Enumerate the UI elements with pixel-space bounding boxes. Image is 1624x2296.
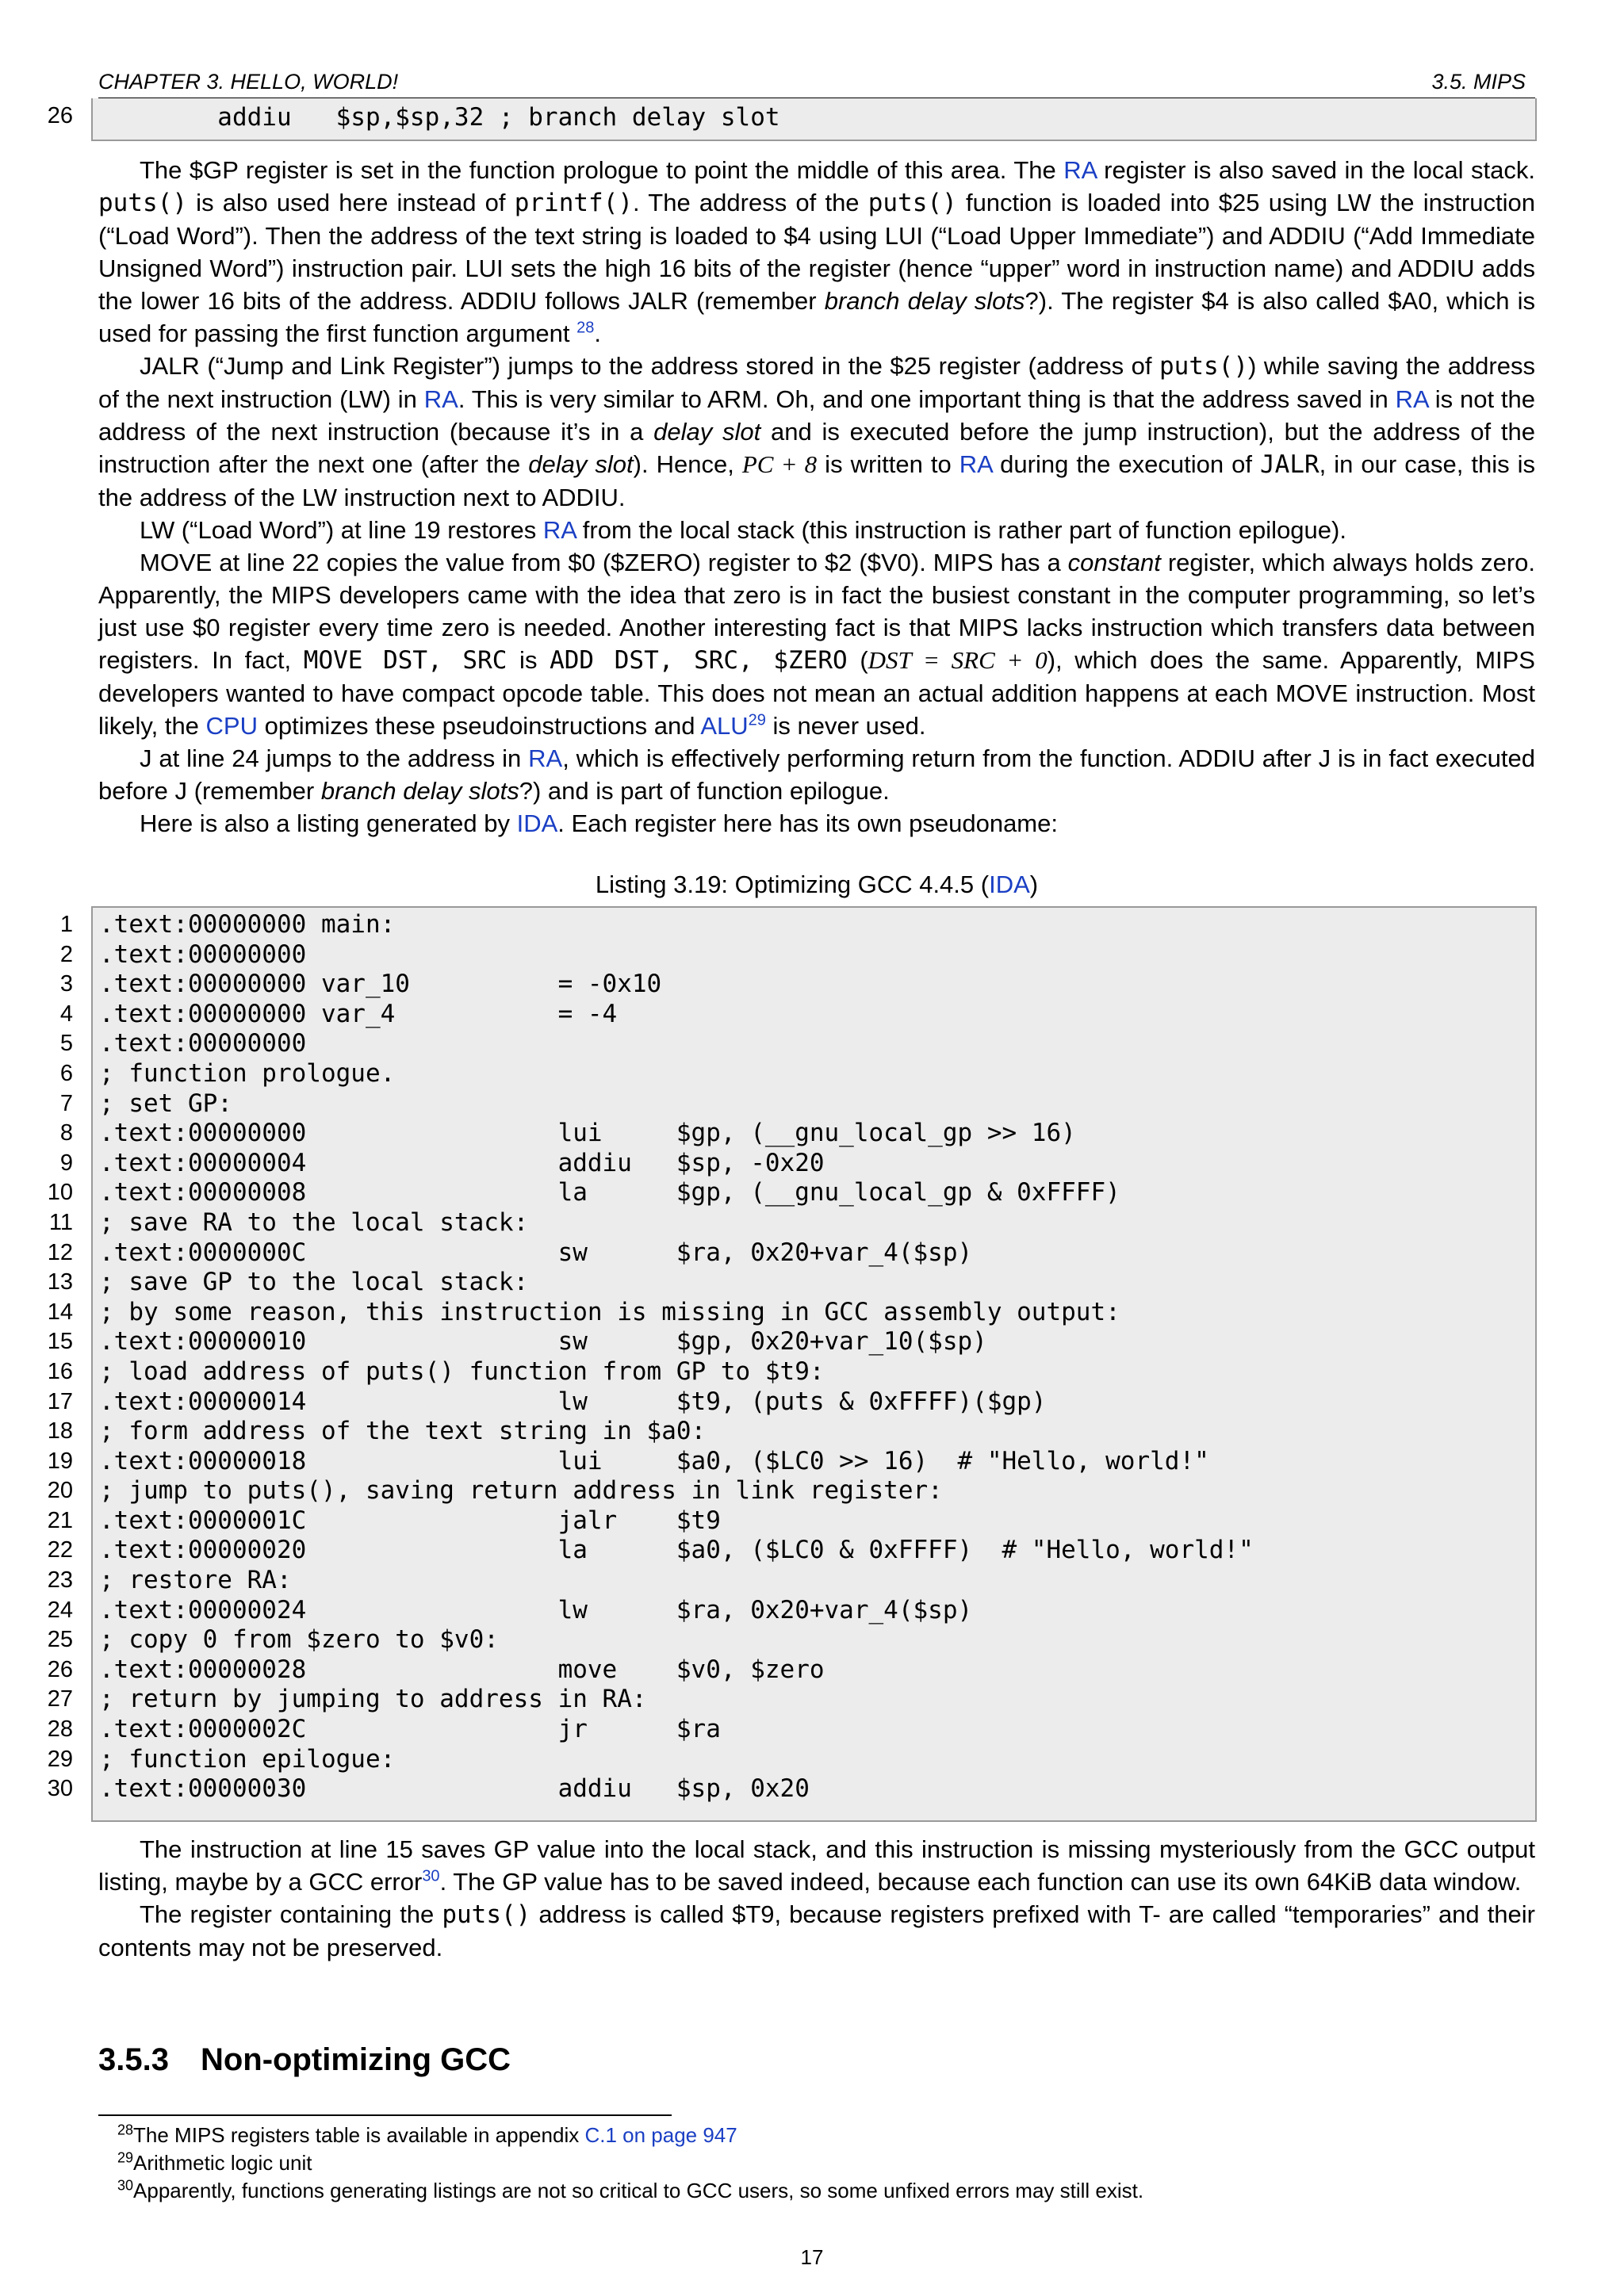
footnote-rule xyxy=(98,2114,672,2116)
link-ida[interactable]: IDA xyxy=(516,809,558,837)
code-line: .text:00000020 la $a0, ($LC0 & 0xFFFF) # "Hello, world!" xyxy=(99,1536,1254,1565)
paragraph: The $GP register is set in the function prologue to point the middle of this area. The RA register is also saved in the local stack. puts() is also used here instead of printf(). The address of the puts() function is loaded into $25 using LW the instruction (“Load Word”). Then the address of the text string is loaded to $4 using LUI (“Load Upper Immediate”) and ADDIU (“Add Immediate Unsigned Word”) instruction pair. LUI sets the high 16 bits of the register (hence “upper” word in instruction name) and ADDIU adds the lower 16 bits of the address. ADDIU follows JALR (remember branch delay slots?). The register $4 is also called $A0, which is used for passing the first function argument $^{28}$. xyxy=(98,156,1535,347)
footnote-number: 29 xyxy=(117,2149,134,2166)
listing-line-number: 9 xyxy=(59,1150,73,1176)
listing-line-number: 16 xyxy=(47,1358,73,1384)
link-ida[interactable]: IDA xyxy=(989,871,1030,898)
paragraph: The register containing the puts() address is called $T9, because registers prefixed with T- are called “temporaries” and their contents may not be preserved. xyxy=(98,1900,1535,1961)
code-line: .text:00000000 main: xyxy=(99,910,396,939)
listing-line-number: 7 xyxy=(59,1090,73,1116)
body-text-lower xyxy=(98,1833,1535,1964)
code-line: ; restore RA: xyxy=(99,1566,292,1595)
code-line: .text:0000001C jalr $t9 xyxy=(99,1506,721,1535)
footnote-ref-30[interactable]: 30 xyxy=(422,1867,440,1885)
section-title: Non-optimizing GCC xyxy=(200,2042,511,2077)
listing-line-number: 13 xyxy=(47,1269,73,1295)
listing-line-number: 17 xyxy=(47,1388,73,1414)
math-dst-equation: DST = SRC + 0 xyxy=(868,646,1048,674)
listing-line-number: 12 xyxy=(47,1239,73,1265)
listing-line-number: 1 xyxy=(59,912,73,937)
listing-line-number: 26 xyxy=(47,1656,73,1682)
link-ra[interactable]: RA xyxy=(1063,156,1097,184)
listing-line-number: 20 xyxy=(47,1478,73,1504)
code-line: .text:0000000C sw $ra, 0x20+var_4($sp) xyxy=(99,1238,973,1267)
listing-line-number: 18 xyxy=(47,1418,73,1445)
paragraph: LW (“Load Word”) at line 19 restores RA from the local stack (this instruction is rather part of function epilogue). xyxy=(140,516,1346,544)
listing-line-number: 6 xyxy=(59,1060,73,1086)
listing-line-number: 19 xyxy=(47,1448,73,1474)
code-line: .text:00000028 move $v0, $zero xyxy=(99,1655,825,1684)
listing-line-number: 28 xyxy=(47,1716,73,1743)
code-line: ; load address of puts() function from GP to $t9: xyxy=(99,1357,825,1386)
code-line: .text:00000004 addiu $sp, -0x20 xyxy=(99,1148,825,1177)
listing-line-number: 3 xyxy=(59,971,73,997)
footnote-link[interactable]: C.1 on page 947 xyxy=(584,2123,737,2147)
running-header-section: 3.5. MIPS xyxy=(1431,70,1526,94)
code-line: addiu $sp,$sp,32 ; branch delay slot xyxy=(99,103,780,132)
code-line: .text:00000000 xyxy=(99,939,307,969)
paragraph: MOVE at line 22 copies the value from $0 ($ZERO) register to $2 ($V0). MIPS has a constant register, which always holds zero. Apparently, the MIPS developers came with the idea that zero is in fact the busiest constant in the computer programming, so let’s just use $0 register every time zero is needed. Another interesting fact is that MIPS lacks instruction which transfers data between registers. In fact, MOVE DST, SRC is ADD DST, SRC, $ZERO (DST = SRC + 0), which does the same. Apparently, MIPS developers wanted to have compact opcode table. This does not mean an actual addition happens at each MOVE instruction. Most likely, the CPU optimizes these pseudoinstructions and ALU$^{29}$ is never used. xyxy=(98,549,1535,740)
listing-line-number: 24 xyxy=(47,1597,73,1623)
code-line: ; set GP: xyxy=(99,1089,232,1118)
section-heading xyxy=(98,2041,511,2079)
link-ra[interactable]: RA xyxy=(528,744,563,772)
footnote-text: The MIPS registers table is available in appendix xyxy=(133,2123,585,2147)
listing-line-number: 29 xyxy=(47,1746,73,1772)
paragraph: JALR (“Jump and Link Register”) jumps to the address stored in the $25 register (address of puts()) while saving the address of the next instruction (LW) in RA. This is very similar to ARM. Oh, and one important thing is that the address saved in RA is not the address of the next instruction (because it’s in a delay slot and is executed before the jump instruction), but the address of the instruction after the next one (after the delay slot). Hence, PC + 8 is written to RA during the execution of JALR, in our case, this is the address of the LW instruction next to ADDIU. xyxy=(98,352,1535,511)
code-line: ; jump to puts(), saving return address in link register: xyxy=(99,1476,943,1506)
listing-line-number: 11 xyxy=(48,1209,73,1235)
code-line: ; save GP to the local stack: xyxy=(99,1268,529,1297)
listing-line-number: 22 xyxy=(47,1537,73,1563)
listing-line-number: 15 xyxy=(47,1329,73,1355)
link-ra[interactable]: RA xyxy=(542,516,576,544)
code-line: ; by some reason, this instruction is missing in GCC assembly output: xyxy=(99,1297,1120,1326)
listing-line-number: 10 xyxy=(47,1180,73,1206)
listing-line-number: 30 xyxy=(47,1776,73,1802)
body-text-upper xyxy=(98,154,1535,840)
code-line: ; form address of the text string in $a0: xyxy=(99,1417,707,1446)
running-header-chapter: CHAPTER 3. HELLO, WORLD! xyxy=(98,70,399,94)
footnote-text: Arithmetic logic unit xyxy=(133,2151,312,2175)
footnote-text: Apparently, functions generating listings are not so critical to GCC users, so some unfixed errors may still exist. xyxy=(133,2179,1144,2202)
top-code-fragment xyxy=(91,98,1537,141)
code-line: .text:00000008 la $gp, (__gnu_local_gp & 0xFFFF) xyxy=(99,1178,1120,1207)
listing-line-number: 23 xyxy=(47,1567,73,1594)
code-line: .text:00000014 lw $t9, (puts & 0xFFFF)($gp) xyxy=(99,1387,1047,1416)
top-code-line-number: 26 xyxy=(47,103,73,128)
footnote-ref-28[interactable]: 28 xyxy=(576,319,595,337)
listing-caption: Listing 3.19: Optimizing GCC 4.4.5 (IDA) xyxy=(595,871,1039,898)
footnote-number: 30 xyxy=(117,2177,134,2194)
link-cpu[interactable]: CPU xyxy=(205,712,258,740)
link-ra[interactable]: RA xyxy=(423,385,458,413)
code-listing xyxy=(91,906,1537,1822)
paragraph: J at line 24 jumps to the address in RA, which is effectively performing return from the function. ADDIU after J is in fact executed before J (remember branch delay slots?) and is part of function epilogue. xyxy=(98,744,1535,805)
listing-line-number: 8 xyxy=(59,1120,73,1146)
footnotes xyxy=(117,2122,1143,2205)
listing-line-number: 27 xyxy=(47,1686,73,1712)
listing-line-number: 2 xyxy=(59,941,73,967)
code-line: ; function prologue. xyxy=(99,1058,396,1088)
code-line: .text:0000002C jr $ra xyxy=(99,1715,721,1744)
listing-line-number: 4 xyxy=(59,1001,73,1027)
code-line: ; copy 0 from $zero to $v0: xyxy=(99,1625,499,1655)
paragraph: Here is also a listing generated by IDA. Each register here has its own pseudoname: xyxy=(140,809,1058,837)
code-line: .text:00000018 lui $a0, ($LC0 >> 16) # "Hello, world!" xyxy=(99,1446,1209,1475)
code-line: .text:00000010 sw $gp, 0x20+var_10($sp) xyxy=(99,1327,987,1357)
code-line: .text:00000000 var_4 = -4 xyxy=(99,999,618,1028)
footnote-30 xyxy=(117,2177,1143,2205)
listing-line-number: 14 xyxy=(47,1299,73,1325)
listing-line-number: 21 xyxy=(47,1507,73,1533)
code-line: .text:00000000 xyxy=(99,1029,307,1058)
footnote-28 xyxy=(117,2122,1143,2149)
code-line: .text:00000000 lui $gp, (__gnu_local_gp >> 16) xyxy=(99,1119,1076,1148)
listing-line-number: 5 xyxy=(59,1031,73,1057)
listing-line-number: 25 xyxy=(47,1627,73,1653)
listing-line-numbers xyxy=(25,910,73,1804)
paragraph: The instruction at line 15 saves GP value into the local stack, and this instruction is missing mysteriously from the GCC output listing, maybe by a GCC error$^{30}$. The GP value has to be saved indeed, because each function can use its own 64KiB data window. xyxy=(98,1835,1535,1896)
code-line: ; return by jumping to address in RA: xyxy=(99,1685,647,1714)
code-line: ; function epilogue: xyxy=(99,1744,396,1774)
link-ra[interactable]: RA xyxy=(959,450,993,478)
footnote-ref-29[interactable]: 29 xyxy=(748,711,766,729)
page-number: 17 xyxy=(800,2245,824,2269)
link-ra[interactable]: RA xyxy=(1395,385,1428,413)
math-pc-plus-8: PC + 8 xyxy=(741,450,818,478)
footnote-29 xyxy=(117,2149,1143,2177)
code-line: .text:00000030 addiu $sp, 0x20 xyxy=(99,1774,810,1804)
section-number: 3.5.3 xyxy=(98,2042,169,2077)
code-line: .text:00000024 lw $ra, 0x20+var_4($sp) xyxy=(99,1595,973,1624)
footnote-number: 28 xyxy=(117,2122,134,2138)
link-alu[interactable]: ALU xyxy=(700,712,749,740)
code-line: ; save RA to the local stack: xyxy=(99,1207,529,1237)
code-line: .text:00000000 var_10 = -0x10 xyxy=(99,970,662,999)
